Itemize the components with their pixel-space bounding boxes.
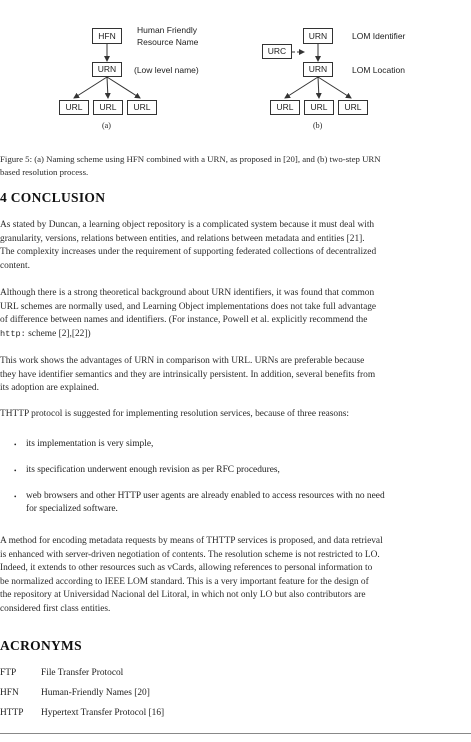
label-low-level-name: (Low level name)	[134, 65, 199, 75]
hfn-box: HFN	[92, 28, 122, 44]
url-box-a-3: URL	[127, 100, 157, 115]
section-heading-conclusion: 4 CONCLUSION	[0, 190, 106, 205]
text-line: the repository at Universidad Nacional del Litoral, in which not only LO but also contributors are	[0, 590, 366, 600]
text-line: The complexity increases under the requirement of supporting federated collections of decentralized	[0, 247, 377, 257]
urc-box: URC	[262, 44, 292, 59]
acronym-key: FTP	[0, 668, 17, 678]
caption-a: (a)	[102, 121, 111, 130]
list-item-text: for specialized software.	[26, 504, 118, 514]
http-scheme: http:	[0, 328, 26, 339]
acronym-key: HFN	[0, 688, 19, 698]
url-box-b-1: URL	[270, 100, 300, 115]
text-line	[0, 328, 471, 342]
url-box-b-3: URL	[338, 100, 368, 115]
acronym-value: File Transfer Protocol	[41, 668, 124, 678]
text-line: they have identifier semantics and they are intrinsically persistent. In addition, several benefits from	[0, 369, 376, 380]
text-line: considered first class entities.	[0, 603, 111, 614]
text-line: be normalized according to IEEE LOM standard. This is a very important feature for the design of	[0, 576, 369, 587]
label-lom-identifier: LOM Identifier	[352, 31, 406, 41]
text-line: URL schemes are normally used, and Learning Object implementations does not take full advantage	[0, 301, 377, 312]
paragraph-2	[0, 287, 471, 341]
paragraph-1	[0, 219, 471, 273]
list-item-text: its specification underwent enough revision as per RFC procedures,	[26, 465, 280, 475]
text-line: Indeed, it extends to other resources such as vCards, allowing references to personal information to	[0, 563, 373, 573]
paragraph-3	[0, 355, 471, 396]
acronym-value: Human-Friendly Names [20]	[41, 688, 150, 698]
text-line: This work shows the advantages of URN in comparison with URL. URNs are preferable because	[0, 356, 365, 366]
caption-line: based resolution process.	[0, 166, 89, 177]
urn-box-a: URN	[92, 62, 122, 77]
text-line: of difference between names and identifiers. (For instance, Powell et al. explicitly recommend the	[0, 315, 368, 325]
list-item-text: web browsers and other HTTP user agents are already enabled to access resources with no need	[26, 491, 385, 501]
urn-box-b-bottom: URN	[303, 62, 333, 77]
text-line: THTTP protocol is suggested for implementing resolution services, because of three reasons:	[0, 409, 350, 419]
section-heading-acronyms: ACRONYMS	[0, 638, 82, 653]
url-box-b-2: URL	[304, 100, 334, 115]
text-line: Although there is a strong theoretical background about URN identifiers, it was found that common	[0, 288, 375, 298]
label-human-friendly: Human Friendly	[137, 25, 197, 35]
text-line: is enhanced with server-driven negotiation of contents. The resolution scheme is not restricted to LO.	[0, 549, 380, 560]
text-line: granularity, versions, relations between entities, and relations between metadata and entities [21].	[0, 233, 365, 244]
bullet-icon: •	[14, 441, 17, 449]
bullet-icon: •	[14, 467, 17, 475]
acronym-value: Hypertext Transfer Protocol [16]	[41, 708, 165, 718]
text-line: content.	[0, 260, 30, 271]
url-box-a-2: URL	[93, 100, 123, 115]
text-line: its adoption are explained.	[0, 383, 99, 393]
bullet-icon: •	[14, 493, 17, 501]
label-lom-location: LOM Location	[352, 65, 405, 75]
paragraph-4	[0, 408, 471, 422]
acronym-key: HTTP	[0, 708, 24, 718]
text-line: As stated by Duncan, a learning object repository is a complicated system because it must deal with	[0, 220, 375, 230]
caption-line: Figure 5: (a) Naming scheme using HFN combined with a URN, as proposed in [20], and (b) two-step URN	[0, 154, 381, 164]
label-resource-name: Resource Name	[137, 37, 199, 47]
text-fragment: scheme [2],[22])	[25, 328, 91, 339]
url-box-a-1: URL	[59, 100, 89, 115]
list-item-text: its implementation is very simple,	[26, 439, 154, 449]
caption-b: (b)	[313, 121, 323, 130]
figure-caption	[0, 153, 471, 178]
text-line: A method for encoding metadata requests by means of THTTP services is proposed, and data retrieval	[0, 536, 383, 546]
urn-box-b-top: URN	[303, 28, 333, 44]
paragraph-5	[0, 535, 471, 616]
